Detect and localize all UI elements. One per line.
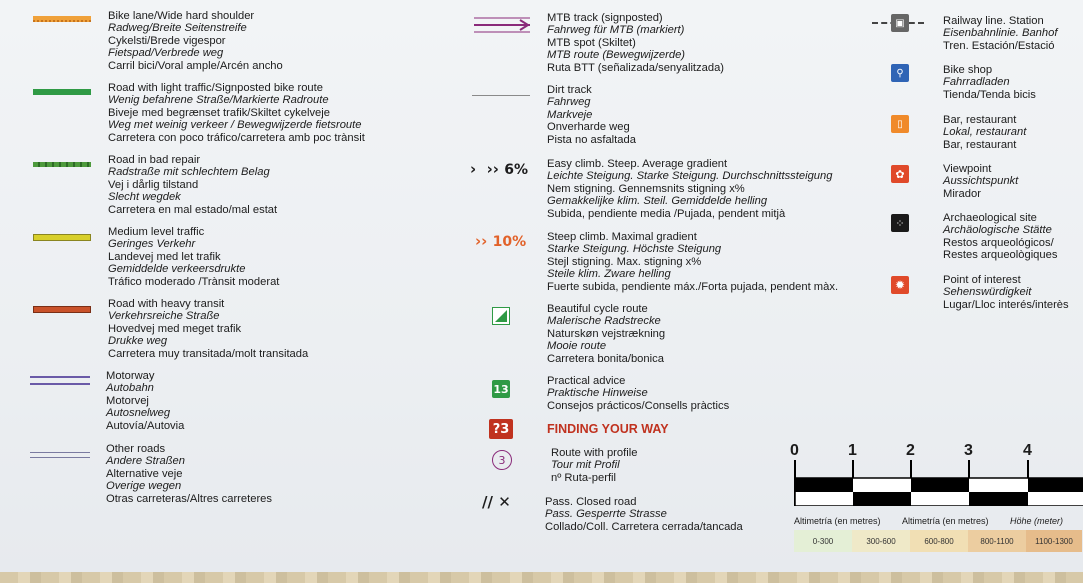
label: Fuerte subida, pendiente máx./Forta pujada, pendent màx. [547,280,839,293]
altimetry-header: Altimetría (en metres) [902,516,989,526]
legend-entry-heavy-transit [108,298,308,360]
label: Viewpoint [943,163,992,175]
label: Drukke weg [108,335,168,348]
label: Carretera muy transitada/molt transitada [108,347,309,360]
other-roads-symbol [30,452,90,458]
label: Aussichtspunkt [943,175,1019,188]
label: Pass. Gesperrte Strasse [545,508,667,521]
label: Fietspad/Verbrede weg [108,47,224,60]
label: Archäologische Stätte [943,224,1052,237]
label: Wenig befahrene Straße/Markierte Radroute [108,94,329,107]
altimetry-header: Höhe (meter) [1010,516,1064,526]
label: Tren. Estación/Estació [943,39,1055,52]
label: Landevej med let trafik [108,250,221,263]
label: Hovedvej med meget trafik [108,322,242,335]
legend-entry-viewpoint [943,163,1018,200]
label: Archaeological site [943,212,1037,224]
label: Markveje [547,108,593,121]
label: Bike lane/Wide hard shoulder [108,10,255,22]
legend-entry-route-profile [551,447,637,484]
steep-climb-icon [475,232,526,250]
label: Leichte Steigung. Starke Steigung. Durchschnittssteigung [547,170,833,183]
altitude-label: 0-300 [812,536,834,546]
point-of-interest-icon: ✹ [891,276,909,294]
label: Carretera con poco tráfico/carretera amb poc trànsit [108,131,365,144]
label: MTB route (Bewegwijzerde) [547,49,686,62]
train-station-icon: ▣ [891,14,909,32]
label: Subida, pendiente media /Pujada, pendent mitjà [547,207,786,220]
close-icon: ✕ [498,493,511,511]
label: Slecht wegdek [108,191,181,204]
bike-shop-icon: ⚲ [891,64,909,82]
label: Ruta BTT (señalizada/senyalitzada) [547,61,725,74]
label: Carril bici/Voral ample/Arcén ancho [108,59,283,72]
altitude-label: 300-600 [866,536,896,546]
label: Autobahn [106,382,154,395]
closed-road-icon [482,493,511,511]
mtb-track-icon [472,14,532,36]
label: Malerische Radstrecke [547,315,661,328]
legend-entry-easy-climb [547,158,832,220]
label: Verkehrsreiche Straße [108,310,220,323]
section-heading: FINDING YOUR WAY [547,422,669,436]
scale-number: 3 [964,442,973,459]
label: Cykelsti/Brede vigespor [108,34,226,47]
label: Lokal, restaurant [943,126,1027,139]
label: Onverharde weg [547,121,630,134]
label: Road with light traffic/Signposted bike route [108,82,323,94]
label: Route with profile [551,447,638,459]
label: Bar, restaurant [943,138,1017,151]
label: Motorway [106,370,155,382]
legend-entry-railway [943,15,1057,52]
legend-entry-medium-traffic [108,226,279,288]
legend-entry-bad-repair [108,154,277,216]
label: Medium level traffic [108,226,205,238]
altitude-band [968,530,1026,552]
label: MTB spot (Skiltet) [547,36,636,49]
label: Other roads [106,443,166,455]
railway-symbol [872,14,924,32]
light-traffic-symbol [33,89,91,95]
label: Starke Steigung. Höchste Steigung [547,243,722,256]
label: Mooie route [547,340,607,353]
legend-entry-practical-advice [547,375,729,412]
scale-number: 1 [848,442,857,459]
finding-way-icon [489,419,513,439]
label: Weg met weinig verkeer / Bewegwijzerde fietsroute [108,119,362,132]
label: MTB track (signposted) [547,12,663,24]
label: Naturskøn vejstrækning [547,327,666,340]
altitude-label: 600-800 [924,536,954,546]
label: Road in bad repair [108,154,201,166]
label: Sehenswürdigkeit [943,286,1032,299]
label: Beautiful cycle route [547,303,648,315]
label: Gemiddelde verkeersdrukte [108,263,246,276]
gradient-label: 10% [492,234,527,250]
legend-entry-bike-shop [943,64,1036,101]
legend-entry-bike-lane [108,10,283,72]
map-edge-strip [0,572,1083,583]
legend-entry-restaurant [943,114,1026,151]
pass-icon: // [482,493,493,511]
altimetry-bar [794,530,1082,552]
label: Bar, restaurant [943,114,1017,126]
legend-entry-steep-climb [547,231,838,293]
altitude-band [1026,530,1082,552]
label: Radweg/Breite Seitenstreife [108,22,247,35]
label: Lugar/Lloc interés/interès [943,298,1069,311]
label: Fahrweg [547,96,591,109]
label: Bike shop [943,64,993,76]
label: nº Ruta-perfil [551,471,617,484]
label: Alternative veje [106,467,183,480]
altitude-band [794,530,852,552]
label: Consejos prácticos/Consells pràctics [547,399,730,412]
legend-entry-archaeological [943,212,1057,262]
scale-number: 2 [906,442,915,459]
viewpoint-icon: ✿ [891,165,909,183]
label: Gemakkelijke klim. Steil. Gemiddelde helling [547,195,768,208]
label: Practical advice [547,375,626,387]
label: Restes arqueològiques [943,249,1058,262]
badge-number: 13 [493,382,509,396]
scale-bar [790,442,1083,562]
label: Collado/Coll. Carretera cerrada/tancada [545,520,743,533]
legend-entry-other-roads [106,443,272,505]
label: Pass. Closed road [545,496,637,508]
heavy-transit-symbol [33,306,91,313]
restaurant-icon: ▯ [891,115,909,133]
label: Autovía/Autovia [106,419,185,432]
label: Motorvej [106,394,149,407]
badge-number: ?3 [492,421,510,437]
altitude-band [910,530,968,552]
label: Mirador [943,187,981,200]
label: Tour mit Profil [551,459,620,472]
legend-entry-closed-road [545,496,743,533]
easy-climb-icon [470,160,528,178]
label: Praktische Hinweise [547,387,648,400]
altimetry-header: Altimetría (en metres) [794,516,881,526]
label: Road with heavy transit [108,298,225,310]
label: Fahrweg für MTB (markiert) [547,24,685,37]
scale-number: 4 [1023,442,1032,459]
label: Autosnelweg [106,407,171,420]
altitude-band [852,530,910,552]
label: Restos arqueológicos/ [943,236,1054,249]
label: Point of interest [943,274,1021,286]
altitude-label: 800-1100 [980,536,1014,546]
legend-entry-mtb-track [547,12,724,74]
chevron-right-icon: › ›› [470,160,499,178]
label: Radstraße mit schlechtem Belag [108,166,270,179]
beautiful-route-icon [492,307,510,325]
legend-entry-dirt-track [547,84,636,146]
legend-entry-finding-your-way [547,423,669,435]
bad-repair-symbol [33,162,91,167]
label: Stejl stigning. Max. stigning x% [547,255,702,268]
label: Easy climb. Steep. Average gradient [547,158,728,170]
label: Dirt track [547,84,592,96]
label: Carretera en mal estado/mal estat [108,203,278,216]
label: Otras carreteras/Altres carreteres [106,492,272,505]
legend-entry-point-of-interest [943,274,1069,311]
dirt-track-symbol [472,95,530,96]
double-chevron-icon: ›› [475,232,488,250]
label: Tienda/Tenda bicis [943,88,1036,101]
archaeological-icon: ⁘ [891,214,909,232]
label: Biveje med begrænset trafik/Skiltet cykelveje [108,106,330,119]
motorway-symbol [30,376,90,385]
scale-bar-graphic [794,460,1083,506]
badge-number: 3 [498,453,506,467]
bike-lane-symbol [33,16,91,22]
label: Carretera bonita/bonica [547,352,664,365]
label: Tráfico moderado /Trànsit moderat [108,275,280,288]
legend-entry-motorway [106,370,184,432]
route-profile-icon [492,450,512,470]
label: Fahrradladen [943,76,1010,89]
practical-advice-icon [492,380,510,398]
label: Andere Straßen [106,455,185,468]
altitude-label: 1100-1300 [1035,536,1073,546]
label: Nem stigning. Gennemsnits stigning x% [547,182,745,195]
label: Steep climb. Maximal gradient [547,231,697,243]
legend-entry-light-traffic [108,82,365,144]
legend-entry-beautiful-route [547,303,665,365]
label: Steile klim. Zware helling [547,268,671,281]
label: Overige wegen [106,480,182,493]
label: Railway line. Station [943,15,1044,27]
scale-number: 0 [790,442,799,459]
label: Geringes Verkehr [108,238,196,251]
medium-traffic-symbol [33,234,91,241]
label: Eisenbahnlinie. Banhof [943,27,1058,40]
label: Vej i dårlig tilstand [108,178,199,191]
gradient-label: 6% [504,162,529,178]
label: Pista no asfaltada [547,133,636,146]
